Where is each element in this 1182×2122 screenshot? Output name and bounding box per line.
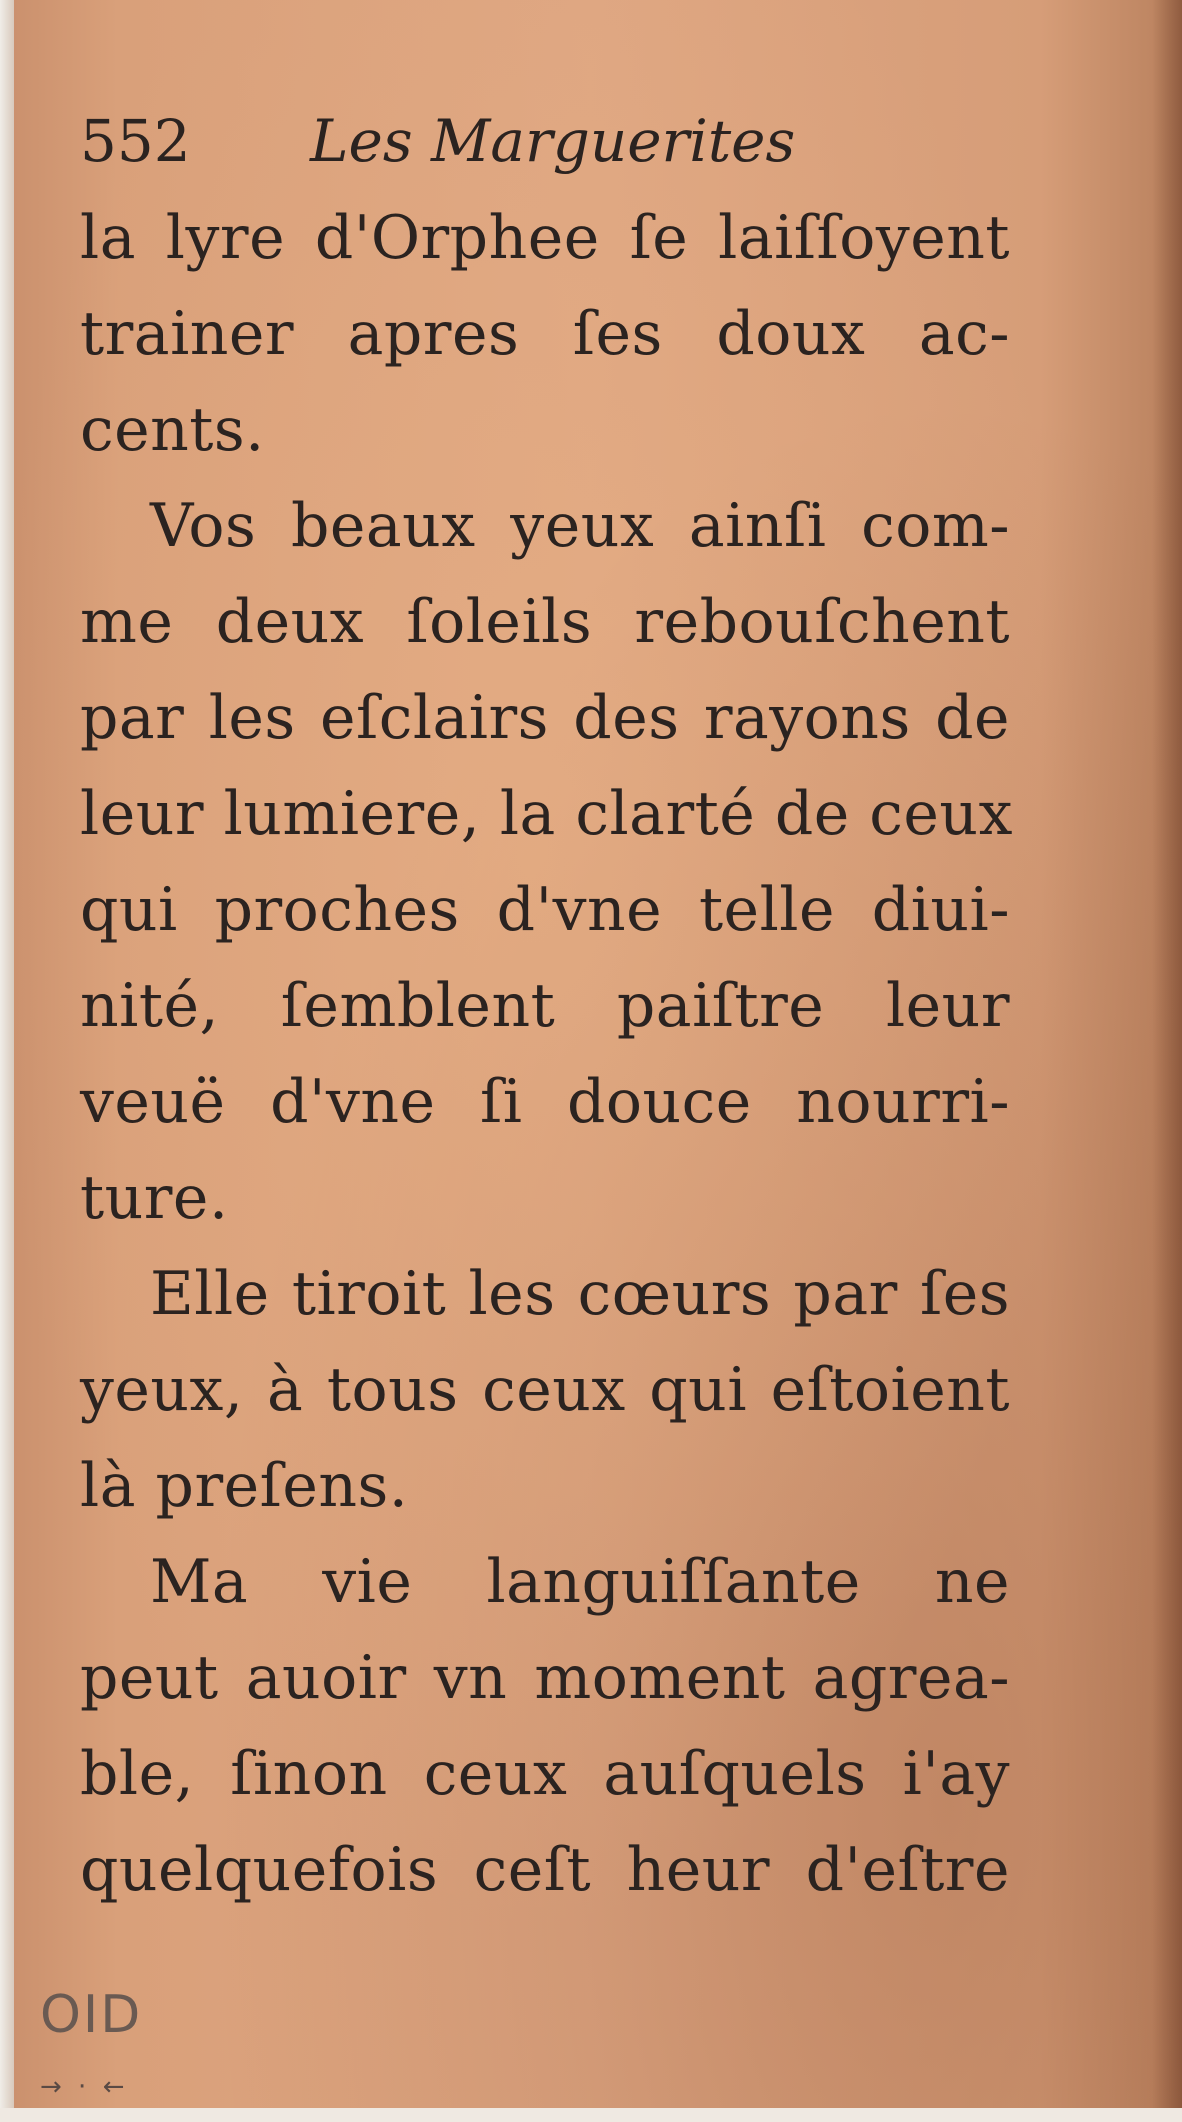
page-number: 552 xyxy=(80,107,191,175)
text-line: la lyre d'Orphee ſe laiſſoyent xyxy=(80,203,1010,273)
text-block xyxy=(80,92,1013,1918)
footer-ornament: → · ← xyxy=(40,2072,129,2102)
text-line: trainer apres ſes doux ac- xyxy=(80,299,1010,369)
running-head xyxy=(80,92,1010,190)
text-line: nité, ſemblent paiſtre leur xyxy=(80,971,1010,1041)
page-bottom-edge xyxy=(0,2108,1182,2122)
text-line: ture. xyxy=(80,1163,229,1233)
text-line: yeux, à tous ceux qui eſtoient xyxy=(80,1355,1010,1425)
paragraph-start-line: Ma vie languiſſante ne xyxy=(150,1547,1010,1617)
text-line: quelquefois ceſt heur d'eſtre xyxy=(80,1835,1010,1905)
text-line: veuë d'vne ſi douce nourri- xyxy=(80,1067,1010,1137)
running-title: Les Marguerites xyxy=(310,107,796,175)
page-gutter-shadow xyxy=(1152,0,1182,2122)
text-line: cents. xyxy=(80,395,265,465)
text-line: me deux ſoleils rebouſchent xyxy=(80,587,1010,657)
text-line: leur lumiere, la clarté de ceux xyxy=(80,779,1013,849)
text-line: ble, ſinon ceux auſquels i'ay xyxy=(80,1739,1010,1809)
text-line: par les eſclairs des rayons de xyxy=(80,683,1010,753)
text-line: là preſens. xyxy=(80,1451,409,1521)
text-line: peut auoir vn moment agrea- xyxy=(80,1643,1010,1713)
page-left-edge xyxy=(0,0,14,2122)
paragraph-start-line: Vos beaux yeux ainſi com- xyxy=(150,491,1010,561)
text-line: qui proches d'vne telle diui- xyxy=(80,875,1010,945)
library-stamp: OID xyxy=(40,1985,143,2045)
paragraph-start-line: Elle tiroit les cœurs par ſes xyxy=(150,1259,1010,1329)
